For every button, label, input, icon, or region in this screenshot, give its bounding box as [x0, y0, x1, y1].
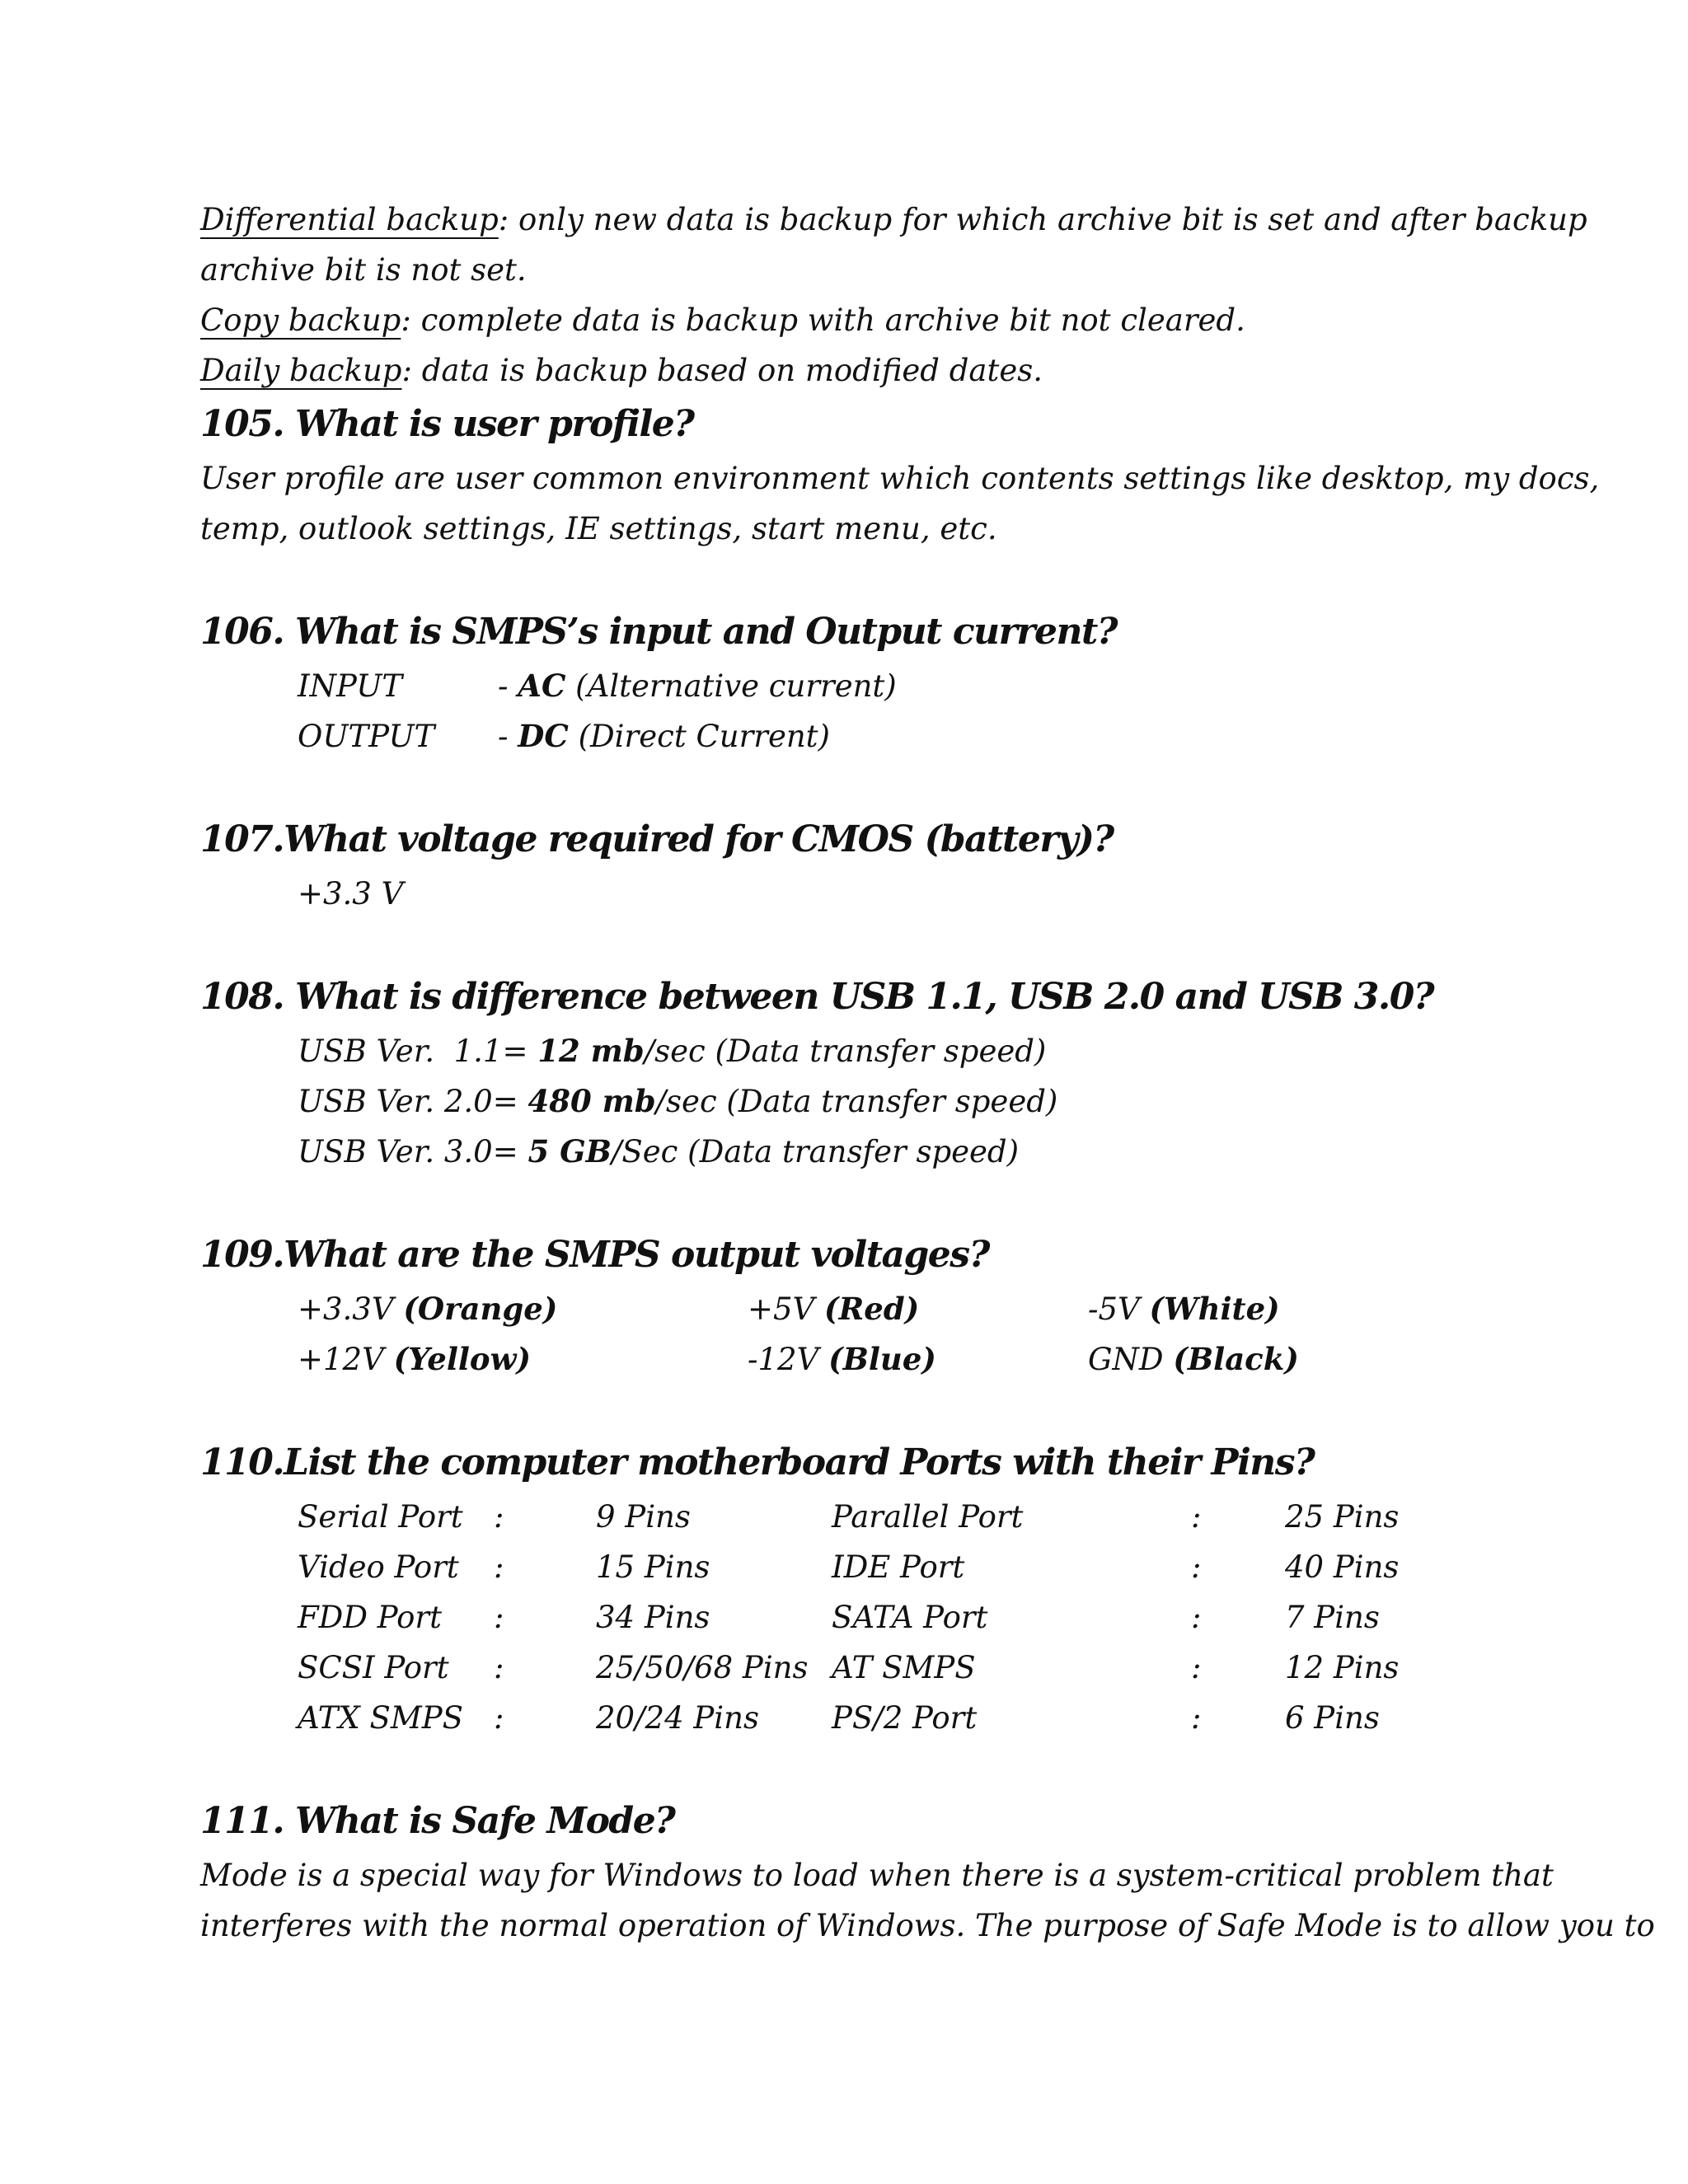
question-heading: 107.What voltage required for CMOS (battery)?: [200, 818, 1114, 860]
usb-row: [298, 1127, 1486, 1177]
usb-speed: 5 GB: [528, 1133, 612, 1169]
port-name: IDE Port: [832, 1549, 965, 1585]
current-dash: -: [498, 668, 518, 704]
voltage-row: [298, 1284, 1486, 1334]
answer-line: User profile are user common environment which contents settings like desktop, my docs,: [200, 461, 1600, 496]
cmos-voltage: +3.3 V: [298, 876, 404, 912]
document-page: [200, 194, 1655, 1951]
voltage-row: [298, 1334, 1486, 1385]
ports-table: [200, 1492, 1486, 1743]
question-heading: 110.List the computer motherboard Ports with their Pins?: [200, 1441, 1315, 1483]
port-separator: :: [1191, 1499, 1202, 1535]
port-pins: 25 Pins: [1285, 1499, 1400, 1535]
port-pins: 7 Pins: [1285, 1600, 1380, 1635]
port-name: AT SMPS: [832, 1650, 976, 1685]
backup-text: : data is backup based on modified dates.: [401, 353, 1043, 388]
port-name: Serial Port: [298, 1499, 463, 1535]
backup-continuation: archive bit is not set.: [200, 252, 527, 288]
smps-voltage-list: [200, 1284, 1486, 1385]
port-pins: 9 Pins: [596, 1499, 691, 1535]
table-row: [298, 1492, 1486, 1542]
usb-row: [298, 1026, 1486, 1076]
port-separator: :: [1191, 1549, 1202, 1585]
voltage-item: +5V (Red): [748, 1291, 920, 1327]
voltage-item: GND (Black): [1088, 1341, 1299, 1377]
backup-term: Daily backup: [200, 353, 402, 388]
current-label: OUTPUT: [298, 719, 435, 754]
port-pins: 6 Pins: [1285, 1700, 1380, 1736]
usb-prefix: USB Ver. 3.0=: [298, 1134, 528, 1169]
port-name: Parallel Port: [832, 1499, 1024, 1535]
port-name: FDD Port: [298, 1600, 442, 1635]
port-separator: :: [494, 1650, 504, 1685]
table-row: [298, 1693, 1486, 1743]
current-value: AC: [518, 668, 566, 704]
question-heading: 108. What is difference between USB 1.1, USB 2.0 and USB 3.0?: [200, 976, 1434, 1018]
current-dash: -: [498, 719, 518, 754]
backup-definition: [200, 194, 1587, 245]
backup-text: : only new data is backup for which archive bit is set and after backup: [498, 202, 1587, 237]
usb-suffix: /sec (Data transfer speed): [655, 1084, 1058, 1119]
usb-suffix: /sec (Data transfer speed): [644, 1033, 1047, 1069]
current-desc: (Alternative current): [565, 668, 897, 704]
usb-speed: 480 mb: [528, 1083, 656, 1119]
voltage-item: -5V (White): [1088, 1291, 1280, 1327]
voltage-item: -12V (Blue): [748, 1341, 936, 1377]
answer-line: interferes with the normal operation of Windows. The purpose of Safe Mode is to allow you to: [200, 1908, 1655, 1943]
current-label: INPUT: [298, 668, 403, 704]
port-name: ATX SMPS: [298, 1700, 463, 1736]
backup-definition: [200, 295, 1486, 345]
port-pins: 34 Pins: [596, 1600, 710, 1635]
port-name: Video Port: [298, 1549, 459, 1585]
smps-current-list: [200, 661, 1486, 762]
table-row: [298, 1592, 1486, 1643]
answer-line: Mode is a special way for Windows to load when there is a system-critical problem that: [200, 1858, 1554, 1893]
current-row: [298, 661, 1486, 711]
answer-line: temp, outlook settings, IE settings, start menu, etc.: [200, 511, 997, 546]
usb-speed-list: [200, 1026, 1486, 1177]
port-separator: :: [494, 1700, 504, 1736]
backup-text: : complete data is backup with archive bit not cleared.: [401, 302, 1245, 338]
table-row: [298, 1542, 1486, 1592]
port-separator: :: [1191, 1600, 1202, 1635]
usb-prefix: USB Ver. 1.1=: [298, 1033, 538, 1069]
table-row: [298, 1643, 1486, 1693]
port-pins: 12 Pins: [1285, 1650, 1400, 1685]
usb-suffix: /Sec (Data transfer speed): [611, 1134, 1020, 1169]
port-pins: 20/24 Pins: [596, 1700, 759, 1736]
backup-term: Differential backup: [200, 202, 499, 237]
port-name: SATA Port: [832, 1600, 988, 1635]
current-desc: (Direct Current): [568, 719, 830, 754]
question-heading: 106. What is SMPS’s input and Output current?: [200, 611, 1118, 653]
port-separator: :: [1191, 1700, 1202, 1736]
port-pins: 40 Pins: [1285, 1549, 1400, 1585]
current-row: [298, 711, 1486, 762]
port-name: SCSI Port: [298, 1650, 449, 1685]
voltage-item: +12V (Yellow): [298, 1341, 531, 1377]
port-pins: 15 Pins: [596, 1549, 710, 1585]
current-value: DC: [518, 718, 569, 754]
port-separator: :: [494, 1499, 504, 1535]
question-heading: 111. What is Safe Mode?: [200, 1800, 675, 1842]
port-separator: :: [1191, 1650, 1202, 1685]
question-heading: 109.What are the SMPS output voltages?: [200, 1234, 989, 1276]
usb-prefix: USB Ver. 2.0=: [298, 1084, 528, 1119]
port-name: PS/2 Port: [832, 1700, 978, 1736]
backup-definition: [200, 345, 1486, 396]
usb-speed: 12 mb: [537, 1033, 645, 1069]
usb-row: [298, 1076, 1486, 1127]
port-separator: :: [494, 1549, 504, 1585]
port-separator: :: [494, 1600, 504, 1635]
question-heading: 105. What is user profile?: [200, 403, 694, 445]
port-pins: 25/50/68 Pins: [596, 1650, 809, 1685]
backup-term: Copy backup: [200, 302, 401, 338]
voltage-item: +3.3V (Orange): [298, 1291, 558, 1327]
